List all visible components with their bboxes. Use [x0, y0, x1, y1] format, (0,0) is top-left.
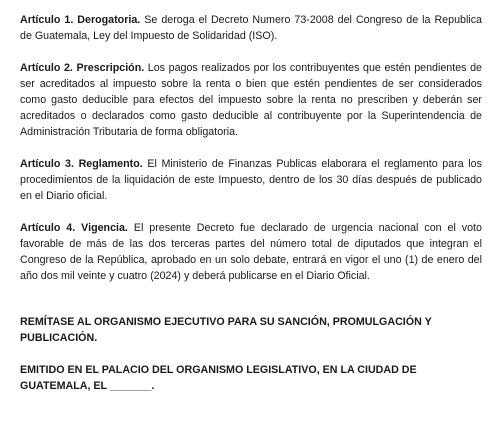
closing-emitido: EMITIDO EN EL PALACIO DEL ORGANISMO LEGISLATIVO, EN LA CIUDAD DE GUATEMALA, EL _______. [20, 364, 417, 392]
article-4 [20, 220, 482, 284]
article-3-text: El Ministerio de Finanzas Publicas elaborara el reglamento para los procedimientos de la liquidación de este Impuesto, dentro de los 30 días después de publicado en el Diario oficial. [20, 158, 482, 202]
article-3 [20, 156, 482, 204]
article-2-heading: Artículo 2. Prescripción. [20, 62, 145, 74]
article-1-text: Se deroga el Decreto Numero 73-2008 del Congreso de la Republica de Guatemala, Ley del Impuesto de Solidaridad (ISO). [20, 14, 482, 42]
article-3-heading: Artículo 3. Reglamento. [20, 158, 143, 170]
article-4-heading: Artículo 4. Vigencia. [20, 222, 128, 234]
article-2 [20, 60, 482, 140]
article-1 [20, 12, 482, 44]
article-2-text: Los pagos realizados por los contribuyentes que estén pendientes de ser acreditados al impuesto sobre la renta o bien que estén pendientes de ser considerados como gasto deducible para efectos del impuesto sobre la renta no prescriben y deberán ser acreditados o declarados como gasto deducible al contribuyente por la Superintendencia de Administración Tributaria de forma obligatoria. [20, 62, 482, 138]
article-1-heading: Artículo 1. Derogatoria. [20, 14, 141, 26]
document-page [20, 12, 482, 410]
closing-remitase: REMÍTASE AL ORGANISMO EJECUTIVO PARA SU SANCIÓN, PROMULGACIÓN Y PUBLICACIÓN. [20, 316, 432, 344]
article-4-text: El presente Decreto fue declarado de urgencia nacional con el voto favorable de más de las dos terceras partes del número total de diputados que integran el Congreso de la República, aprobado en un solo debate, entrará en vigor el uno (1) de enero del año dos mil veinte y cuatro (2024) y deberá publicarse en el Diario Oficial. [20, 222, 482, 282]
